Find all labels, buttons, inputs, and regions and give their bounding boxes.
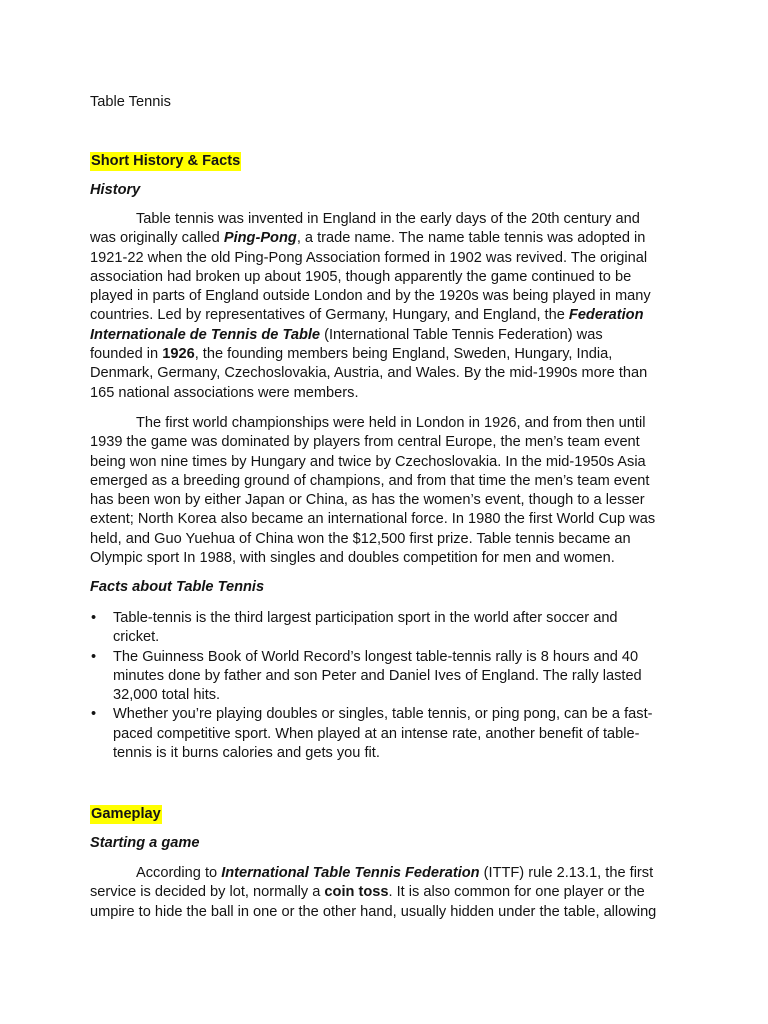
text-run: (ITTF) rule 2.13.1, the first <box>479 865 654 881</box>
bullet-icon: • <box>91 610 97 626</box>
emphasized-text: Federation <box>568 307 644 324</box>
list-item <box>90 609 680 648</box>
text-line <box>90 510 680 529</box>
text-run: 165 national associations were members. <box>90 384 359 401</box>
text-run: Table tennis was invented in England in the early days of the 20th century and <box>136 211 640 227</box>
subheading-starting-a-game: Starting a game <box>90 835 200 851</box>
text-run: umpire to hide the ball in one or the other hand, usually hidden under the table, allowing <box>90 903 657 920</box>
section-heading-gameplay: Gameplay <box>91 806 161 822</box>
facts-bullet-list <box>90 609 680 763</box>
text-line <box>90 864 680 883</box>
text-line: paced competitive sport. When played at an intense rate, another benefit of table- <box>113 725 640 742</box>
text-run: held, and Guo Yuehua of China won the $12,500 first prize. Table tennis became an <box>90 530 631 547</box>
text-line <box>90 414 680 433</box>
emphasized-text: International Table Tennis Federation <box>221 865 480 881</box>
paragraph-history-2 <box>90 414 680 568</box>
text-run: founded in <box>90 346 163 363</box>
text-line <box>90 210 680 229</box>
text-line <box>90 453 680 472</box>
text-run: , the founding members being England, Sweden, Hungary, India, <box>194 346 613 363</box>
emphasized-text: Internationale de Tennis de Table <box>90 326 321 343</box>
text-run: emerged as a breeding ground of champions, and from that time the men’s team event <box>90 472 650 489</box>
paragraph-starting-a-game <box>90 864 680 922</box>
text-line <box>90 530 680 549</box>
text-run: (International Table Tennis Federation) was <box>320 326 603 343</box>
text-run: Olympic sport In 1988, with singles and doubles competition for men and women. <box>90 550 615 567</box>
text-line <box>90 249 680 268</box>
text-run: 1921-22 when the old Ping-Pong Association formed in 1902 was revived. The original <box>90 249 648 266</box>
text-run: , a trade name. The name table tennis was adopted in <box>296 230 646 247</box>
text-line <box>90 306 680 325</box>
text-run: Denmark, Germany, Czechoslovakia, Austria, and Wales. By the mid-1990s more than <box>90 365 648 382</box>
text-run: According to <box>136 865 222 881</box>
text-line <box>90 229 680 248</box>
list-item <box>90 648 680 706</box>
text-line: cricket. <box>113 629 160 646</box>
text-run: has been won by either Japan or China, as has the women’s event, though to a lesser <box>90 492 645 509</box>
text-run: being won nine times by Hungary and twice by Czechoslovakia. In the mid-1950s Asia <box>90 453 646 470</box>
subheading-facts: Facts about Table Tennis <box>90 579 265 595</box>
text-line <box>90 345 680 364</box>
text-run: played in parts of England outside London and by the 1920s was being played in many <box>90 288 651 305</box>
bullet-icon: • <box>91 706 97 723</box>
text-line <box>90 326 680 345</box>
text-run: 1939 the game was dominated by players from central Europe, the men’s team event <box>90 434 640 451</box>
text-line: The Guinness Book of World Record’s longest table-tennis rally is 8 hours and 40 <box>113 648 639 665</box>
emphasized-text: 1926 <box>162 346 195 363</box>
text-line: Whether you’re playing doubles or singles, table tennis, or ping pong, can be a fast- <box>113 706 653 723</box>
section-heading-history-facts: Short History & Facts <box>91 153 241 169</box>
text-run: countries. Led by representatives of Germany, Hungary, and England, the <box>90 307 569 324</box>
paragraph-history-1 <box>90 210 680 403</box>
text-run: extent; North Korea also became an international force. In 1980 the first World Cup was <box>90 511 656 528</box>
text-line: Table-tennis is the third largest participation sport in the world after soccer and <box>113 610 618 626</box>
text-line <box>90 883 680 902</box>
text-line <box>90 287 680 306</box>
emphasized-text: Ping-Pong <box>223 230 297 247</box>
text-line <box>90 364 680 383</box>
bullet-icon: • <box>91 648 97 665</box>
emphasized-text: coin toss <box>324 884 389 901</box>
text-run: The first world championships were held in London in 1926, and from then until <box>136 415 646 431</box>
text-run: . It is also common for one player or the <box>388 884 645 901</box>
text-line <box>90 268 680 287</box>
text-line: minutes done by father and son Peter and Daniel Ives of England. The rally lasted <box>113 667 642 684</box>
list-item <box>90 705 680 763</box>
text-line <box>90 491 680 510</box>
text-line <box>90 472 680 491</box>
text-run: was originally called <box>90 230 224 247</box>
text-line: 32,000 total hits. <box>113 687 221 704</box>
document-title: Table Tennis <box>90 94 171 110</box>
text-line <box>90 549 680 568</box>
text-run: service is decided by lot, normally a <box>90 884 325 901</box>
text-run: association had broken up about 1905, though apparently the game continued to be <box>90 268 632 285</box>
text-line <box>90 384 680 403</box>
text-line: tennis is it burns calories and gets you fit. <box>113 745 380 762</box>
subheading-history: History <box>90 182 141 198</box>
text-line <box>90 903 680 922</box>
text-line <box>90 433 680 452</box>
